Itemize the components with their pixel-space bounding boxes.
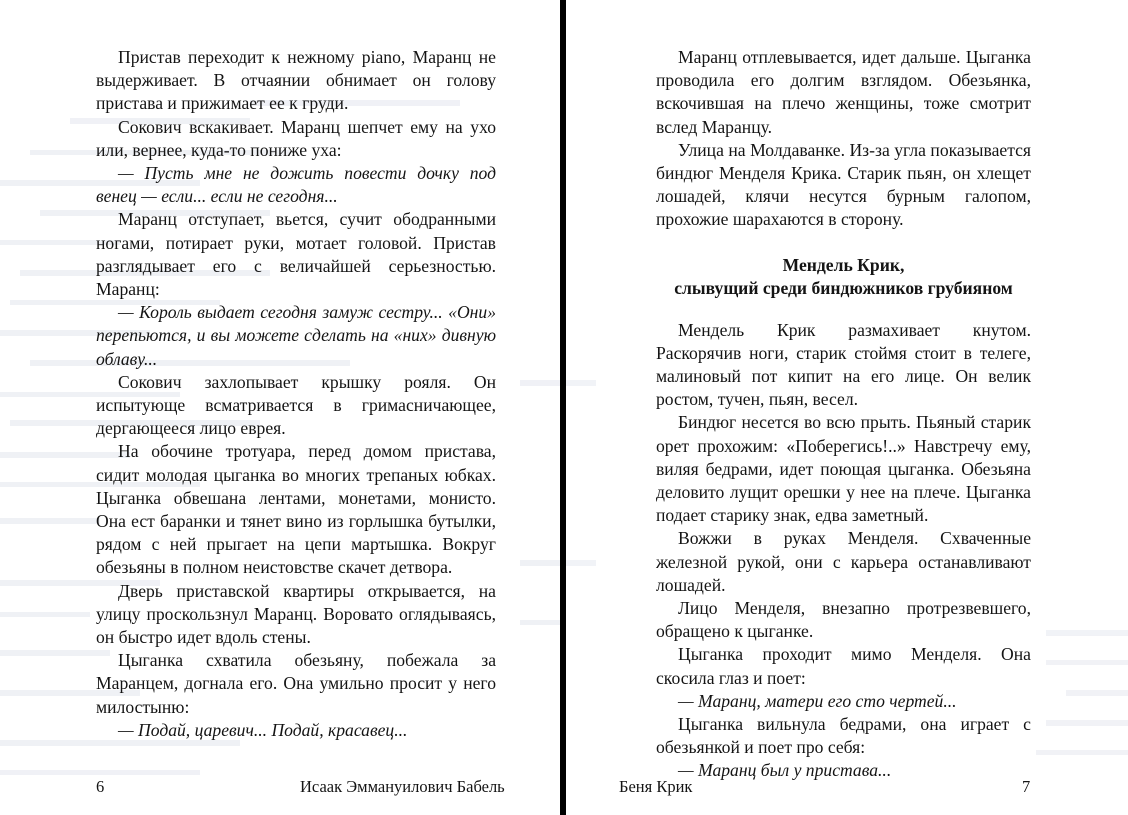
paragraph: Сокович захлопывает крышку рояля. Он испытующе всматривается в гримасничающее, дергающееся лицо еврея. [96,371,496,439]
page-number-left: 6 [96,777,105,796]
paragraph: Пристав переходит к нежному piano, Маранц не выдерживает. В отчаянии обнимает он голову пристава и прижимает ее к груди. [96,47,496,114]
paragraph: Цыганка схватила обезьяну, побежала за Маранцем, догнала его. Она умильно просит у него милостыню: [96,650,496,717]
paragraph: Цыганка проходит мимо Менделя. Она скосила глаз и поет: [656,644,1031,688]
page-number-right: 7 [1022,777,1031,796]
running-header-title: Беня Крик [619,777,693,796]
section-heading [656,254,1031,300]
running-header-author: Исаак Эммануилович Бабель [300,777,505,796]
dialogue-line: — Король выдает сегодня замуж сестру... «Они» перепьются, и вы можете сделать на «них» дивную облаву... [96,302,496,369]
paragraph: Улица на Молдаванке. Из-за угла показывается биндюг Менделя Крика. Старик пьян, он хлещет лошадей, клячи несутся бурным галопом, прохожие шарахаются в сторону. [656,139,1031,230]
paragraph: Лицо Менделя, внезапно протрезвевшего, обращено к цыганке. [656,598,1031,642]
dialogue-line: — Маранц, матери его сто чертей... [678,690,957,711]
dialogue-line: — Подай, царевич... Подай, красавец... [118,719,408,740]
paragraph: Маранц отплевывается, идет дальше. Цыганка проводила его долгим взглядом. Обезьянка, вскочившая на плечо женщины, тоже смотрит вслед Маранцу. [656,47,1031,137]
dialogue-line: — Маранц был у пристава... [678,760,892,781]
right-page [566,0,1128,815]
paragraph: На обочине тротуара, перед домом пристава, сидит молодая цыганка во многих трепаных юбках. Цыганка обвешана лентами, монетами, монисто. Она ест баранки и тянет вино из горлышка бутылки, рядом с ней прыгает на цепи мартышка. Вокруг обезьяны в полном неистовстве скачет детвора. [96,441,496,578]
dialogue-line: — Пусть мне не дожить повести дочку под венец — если... если не сегодня... [96,163,496,207]
paragraph: Мендель Крик размахивает кнутом. Раскорячив ноги, старик стоймя стоит в телеге, малиновый пот кипит на его лице. Он велик ростом, тучен, пьян, весел. [656,319,1031,410]
paragraph: Цыганка вильнула бедрами, она играет с обезьянкой и поет про себя: [656,714,1031,758]
paragraph: Маранц отступает, вьется, сучит ободранными ногами, потирает руки, мотает головой. Пристав разглядывает его с величайшей серьезностью. Маранц: [96,209,496,300]
heading-line-1: Мендель Крик, [782,254,905,275]
paragraph: Вожжи в руках Менделя. Схваченные железной рукой, они с карьера останавливают лошадей. [656,528,1031,595]
heading-line-2: слывущий среди биндюжников грубияном [674,277,1013,298]
paragraph: Сокович вскакивает. Маранц шепчет ему на ухо или, вернее, куда-то пониже уха: [96,116,496,160]
paragraph: Дверь приставской квартиры открывается, на улицу проскользнул Маранц. Воровато оглядываясь, он быстро идет вдоль стены. [96,580,496,648]
left-page-text [96,46,496,742]
paragraph: Биндюг несется во всю прыть. Пьяный старик орет прохожим: «Поберегись!..» Навстречу ему, виляя бедрами, идет поющая цыганка. Обезьяна деловито лущит орешки у нее на плече. Цыганка подает старику знак, едва заметный. [656,412,1031,526]
right-page-text [656,46,1031,783]
left-page [0,0,560,815]
